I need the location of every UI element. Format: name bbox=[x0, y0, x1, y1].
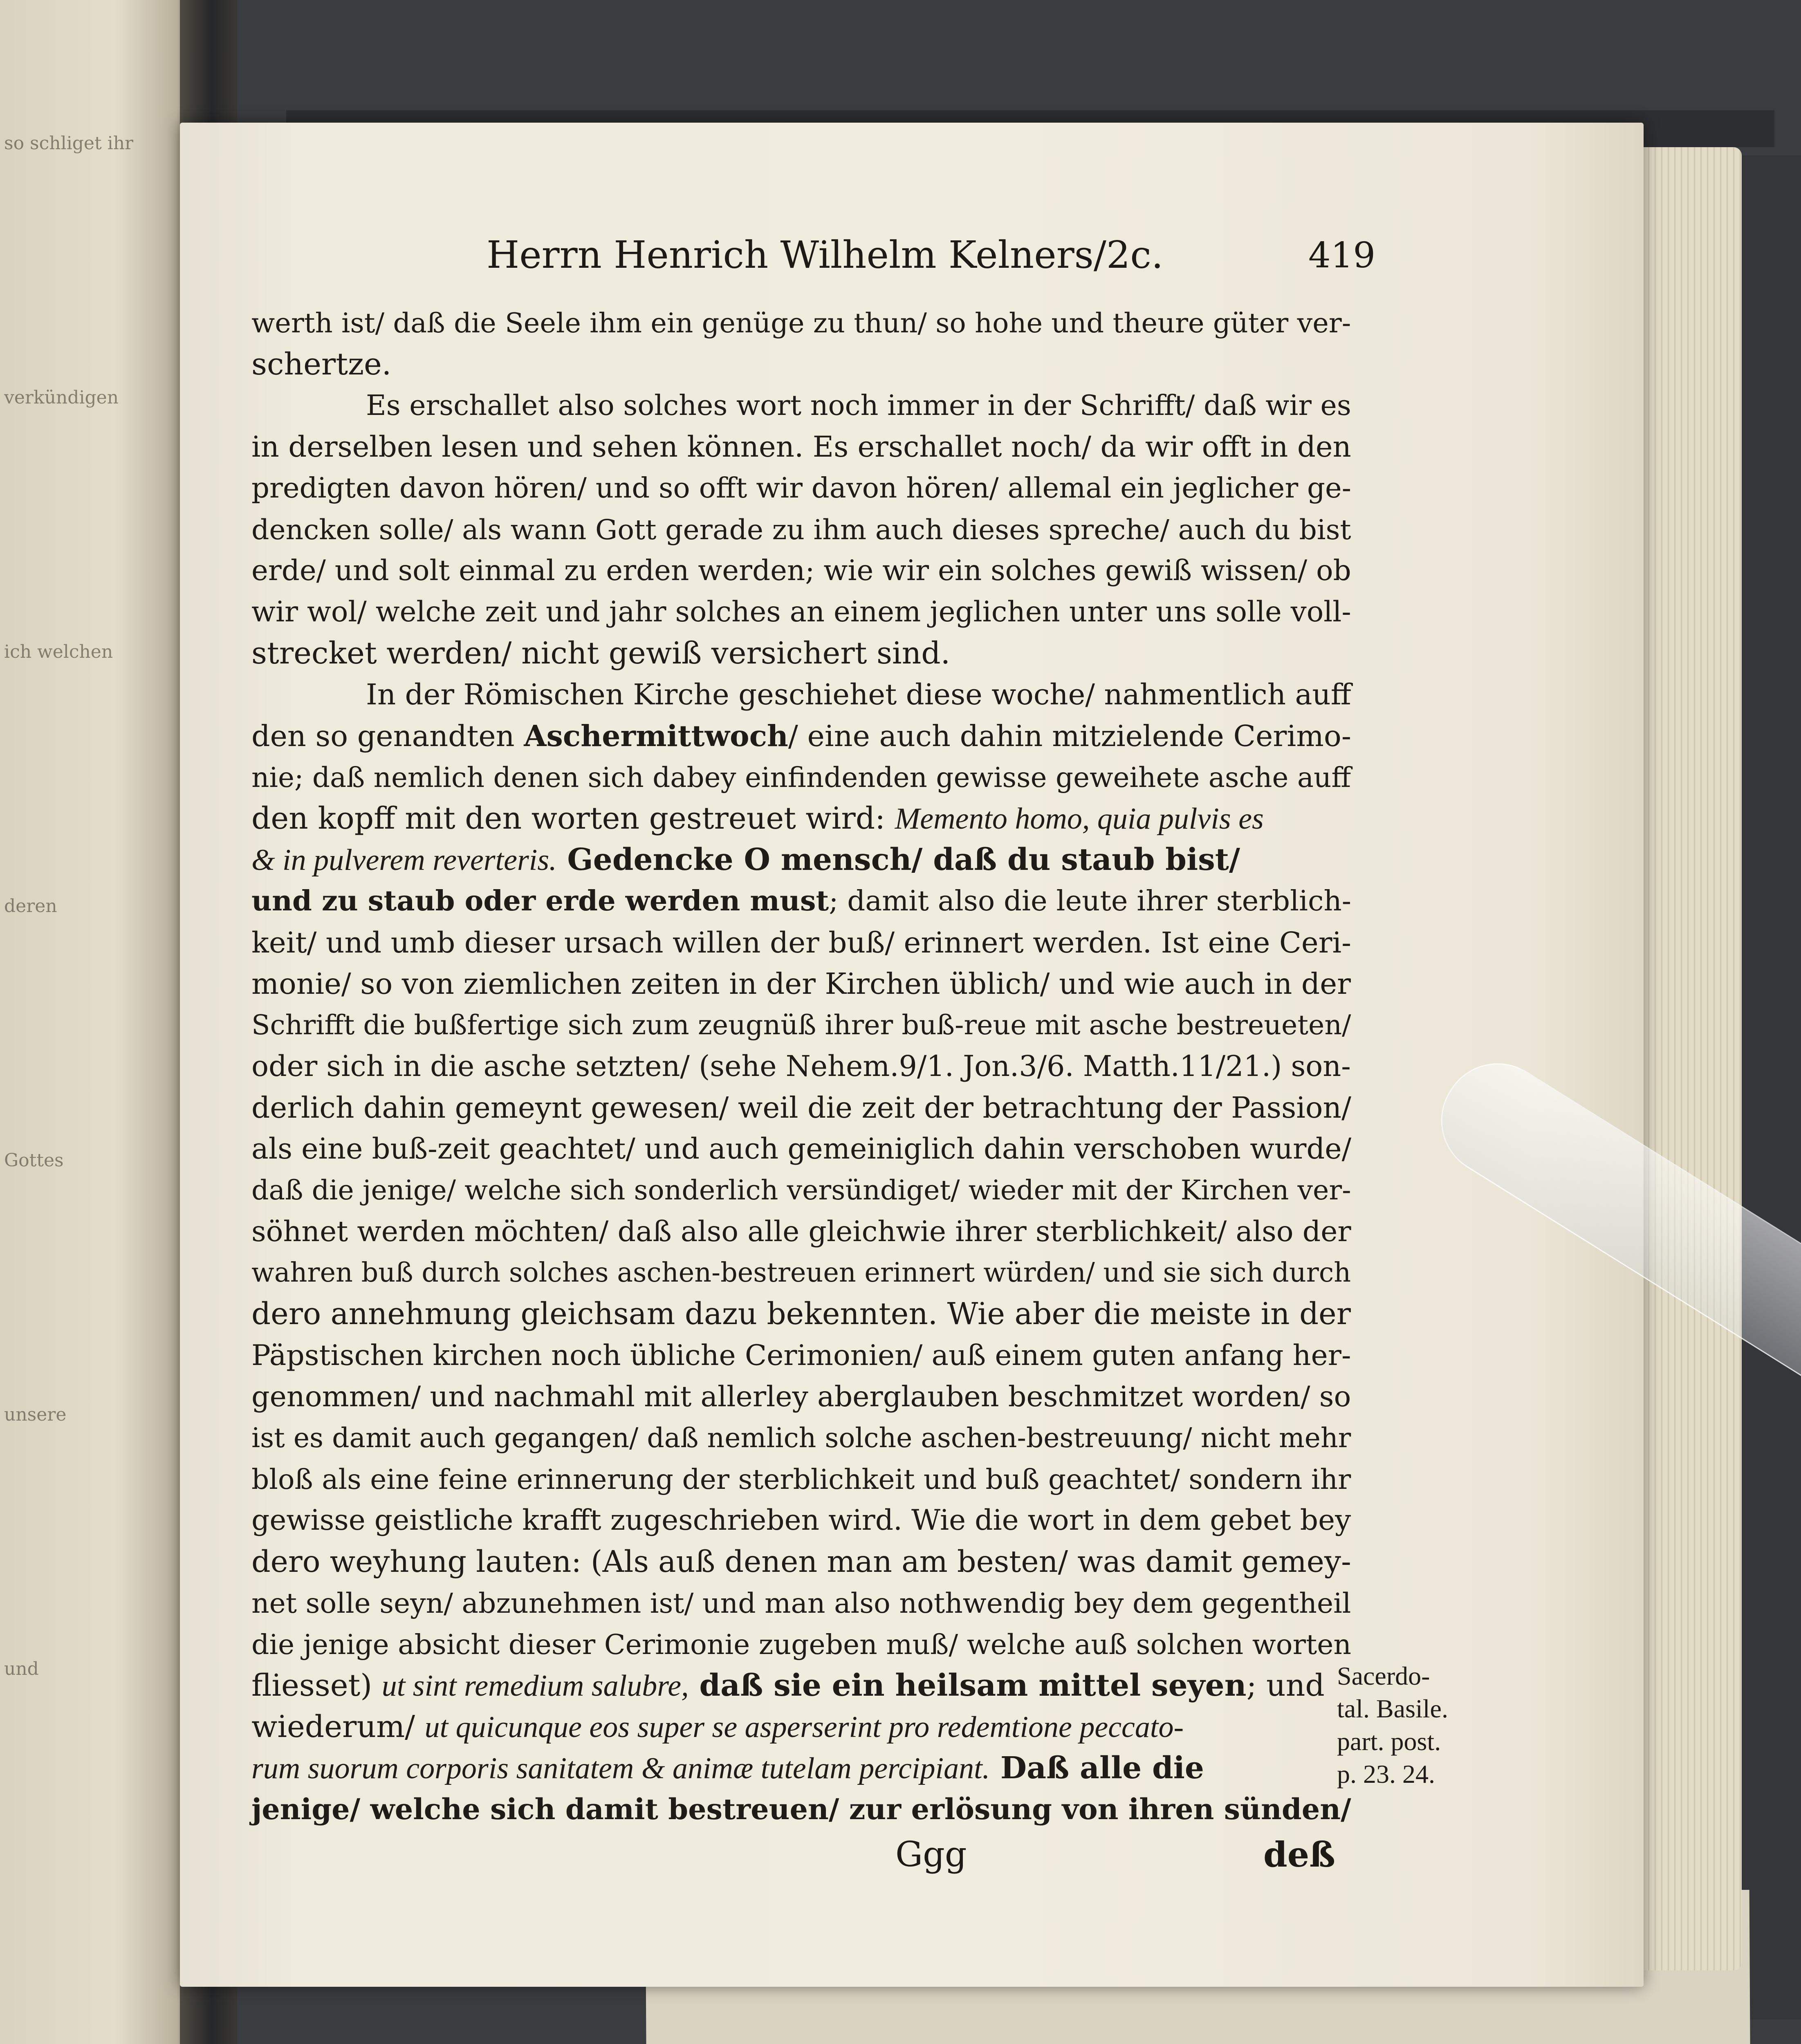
text-line bbox=[251, 1624, 1351, 1665]
margin-note-line: part. post. bbox=[1337, 1727, 1441, 1756]
text-line bbox=[251, 1335, 1351, 1376]
text-line bbox=[251, 303, 1351, 344]
text-line bbox=[251, 1046, 1351, 1087]
text-line bbox=[251, 1211, 1351, 1252]
line-text: wahren buß durch solches aschen-bestreuen erinnert würden/ und sie sich durch bbox=[251, 1257, 1351, 1288]
line-text: Schrifft die bußfertige sich zum zeugnüß ihrer buß-reue mit asche bestreueten/ bbox=[251, 1009, 1351, 1041]
emphasis-text: daß sie ein heilsam mittel seyen bbox=[689, 1668, 1247, 1703]
text-line bbox=[251, 1004, 1351, 1046]
line-text: den kopff mit den worten gestreuet wird: bbox=[251, 801, 895, 836]
text-line bbox=[251, 1748, 1351, 1789]
text-line bbox=[251, 344, 1351, 385]
left-page-line: so schliget ihr bbox=[4, 133, 134, 154]
text-line bbox=[251, 426, 1351, 468]
text-line bbox=[251, 1417, 1351, 1459]
text-line bbox=[251, 1789, 1351, 1830]
emphasis-text: jenige/ welche sich damit bestreuen/ zur erlösung von ihren sünden/ bbox=[251, 1793, 1351, 1826]
text-line bbox=[251, 1665, 1351, 1706]
latin-text: ut quicunque eos super se asperserint pro redemtione peccato- bbox=[424, 1710, 1184, 1744]
line-text: söhnet werden möchten/ daß also alle gleichwie ihrer sterblichkeit/ also der bbox=[251, 1215, 1351, 1248]
latin-text: & in pulverem reverteris. bbox=[251, 843, 557, 877]
emphasis-text: Aschermittwoch bbox=[524, 719, 788, 753]
line-text: strecket werden/ nicht gewiß versichert sind. bbox=[251, 636, 951, 671]
text-line bbox=[251, 922, 1351, 963]
left-page-line: deren bbox=[4, 896, 57, 917]
text-line bbox=[251, 1500, 1351, 1541]
text-line bbox=[251, 715, 1351, 757]
line-text: nie; daß nemlich denen sich dabey einfindenden gewisse geweihete asche auff bbox=[251, 761, 1351, 793]
line-text: net solle seyn/ abzunehmen ist/ und man also nothwendig bey dem gegentheil bbox=[251, 1587, 1351, 1619]
line-text: Es erschallet also solches wort noch immer in der Schrifft/ daß wir es bbox=[366, 390, 1351, 422]
text-line bbox=[251, 1293, 1351, 1335]
line-text: In der Römischen Kirche geschiehet diese woche/ nahmentlich auff bbox=[366, 678, 1351, 711]
margin-note-line: Sacerdo- bbox=[1337, 1661, 1430, 1690]
line-text: ist es damit auch gegangen/ daß nemlich solche aschen-bestreuung/ nicht mehr bbox=[251, 1422, 1351, 1454]
line-text: dencken solle/ als wann Gott gerade zu ihm auch dieses spreche/ auch du bist bbox=[251, 513, 1351, 546]
text-line bbox=[251, 1706, 1351, 1748]
left-page bbox=[0, 0, 192, 2044]
emphasis-text: Daß alle die bbox=[990, 1750, 1204, 1786]
text-line bbox=[251, 881, 1351, 922]
line-text: ; und bbox=[1246, 1668, 1325, 1703]
text-line bbox=[251, 1252, 1351, 1293]
text-line bbox=[251, 550, 1351, 592]
catchword: deß bbox=[1263, 1834, 1335, 1875]
line-text: ; damit also die leute ihrer sterblich- bbox=[829, 885, 1351, 917]
line-text: schertze. bbox=[251, 347, 392, 382]
left-page-line: Gottes bbox=[4, 1150, 64, 1171]
text-line bbox=[251, 468, 1351, 509]
left-page-line: verkündigen bbox=[4, 387, 119, 408]
body-text bbox=[251, 303, 1351, 1830]
line-text: bloß als eine feine erinnerung der sterblichkeit und buß geachtet/ sondern ihr bbox=[251, 1463, 1351, 1495]
text-line bbox=[251, 633, 1351, 674]
text-line bbox=[251, 674, 1351, 715]
book-board-right bbox=[1738, 155, 1801, 2019]
running-head: Herrn Henrich Wilhelm Kelners/2c. bbox=[487, 233, 1164, 277]
text-line bbox=[251, 1459, 1351, 1500]
margin-note-line: p. 23. 24. bbox=[1337, 1759, 1435, 1788]
text-line bbox=[251, 839, 1351, 881]
text-line bbox=[251, 1128, 1351, 1170]
line-text: dero annehmung gleichsam dazu bekennten. Wie aber die meiste in der bbox=[251, 1297, 1351, 1331]
emphasis-text: und zu staub oder erde werden must bbox=[251, 885, 829, 917]
line-text: die jenige absicht dieser Cerimonie zugeben muß/ welche auß solchen worten bbox=[251, 1628, 1351, 1661]
signature-mark: Ggg bbox=[895, 1834, 967, 1874]
line-text: / eine auch dahin mitzielende Cerimo- bbox=[788, 719, 1351, 753]
page-number: 419 bbox=[1308, 235, 1376, 276]
text-line bbox=[251, 1087, 1351, 1128]
line-text: predigten davon hören/ und so offt wir davon hören/ allemal ein jeglicher ge- bbox=[251, 472, 1351, 504]
text-line bbox=[251, 1170, 1351, 1211]
line-text: den so genandten bbox=[251, 719, 524, 753]
line-text: wiederum/ bbox=[251, 1709, 425, 1744]
text-line bbox=[251, 963, 1351, 1004]
text-line bbox=[251, 1541, 1351, 1582]
emphasis-text: Gedencke O mensch/ daß du staub bist/ bbox=[556, 842, 1240, 877]
margin-note bbox=[1337, 1660, 1484, 1791]
latin-text: rum suorum corporis sanitatem & animæ tutelam percipiant. bbox=[251, 1752, 990, 1785]
text-line bbox=[251, 509, 1351, 550]
text-line bbox=[251, 592, 1351, 633]
line-text: keit/ und umb dieser ursach willen der buß/ erinnert werden. Ist eine Ceri- bbox=[251, 926, 1351, 959]
line-text: als eine buß-zeit geachtet/ und auch gemeiniglich dahin verschoben wurde/ bbox=[251, 1132, 1352, 1165]
line-text: fliesset) bbox=[251, 1668, 382, 1703]
text-line bbox=[251, 1376, 1351, 1417]
left-page-line: ich welchen bbox=[4, 641, 113, 662]
line-text: oder sich in die asche setzten/ (sehe Nehem.9/1. Jon.3/6. Matth.11/21.) son- bbox=[251, 1050, 1351, 1083]
line-text: Päpstischen kirchen noch übliche Cerimonien/ auß einem guten anfang her- bbox=[251, 1339, 1351, 1372]
latin-text: ut sint remedium salubre, bbox=[381, 1669, 689, 1703]
line-text: in derselben lesen und sehen können. Es erschallet noch/ da wir offt in den bbox=[251, 430, 1351, 464]
text-line bbox=[251, 798, 1351, 839]
line-text: dero weyhung lauten: (Als auß denen man am besten/ was damit gemey- bbox=[251, 1544, 1351, 1579]
line-text: wir wol/ welche zeit und jahr solches an einem jeglichen unter uns solle voll- bbox=[251, 596, 1351, 628]
line-text: erde/ und solt einmal zu erden werden; wie wir ein solches gewiß wissen/ ob bbox=[251, 554, 1351, 587]
line-text: werth ist/ daß die Seele ihm ein genüge zu thun/ so hohe und theure güter ver- bbox=[251, 307, 1351, 339]
latin-text: Memento homo, quia pulvis es bbox=[895, 802, 1264, 836]
text-line bbox=[251, 757, 1351, 798]
line-text: derlich dahin gemeynt gewesen/ weil die zeit der betrachtung der Passion/ bbox=[251, 1091, 1351, 1125]
left-page-line: unsere bbox=[4, 1404, 67, 1425]
margin-note-line: tal. Basile. bbox=[1337, 1694, 1448, 1723]
left-page-line: und bbox=[4, 1659, 39, 1679]
line-text: daß die jenige/ welche sich sonderlich versündiget/ wieder mit der Kirchen ver- bbox=[251, 1174, 1351, 1206]
text-line bbox=[251, 385, 1351, 426]
text-line bbox=[251, 1582, 1351, 1624]
line-text: monie/ so von ziemlichen zeiten in der Kirchen üblich/ und wie auch in der bbox=[251, 967, 1351, 1001]
line-text: gewisse geistliche krafft zugeschrieben wird. Wie die wort in dem gebet bey bbox=[251, 1504, 1351, 1537]
left-page-text bbox=[4, 123, 168, 2003]
line-text: genommen/ und nachmahl mit allerley aberglauben beschmitzet worden/ so bbox=[251, 1380, 1351, 1413]
